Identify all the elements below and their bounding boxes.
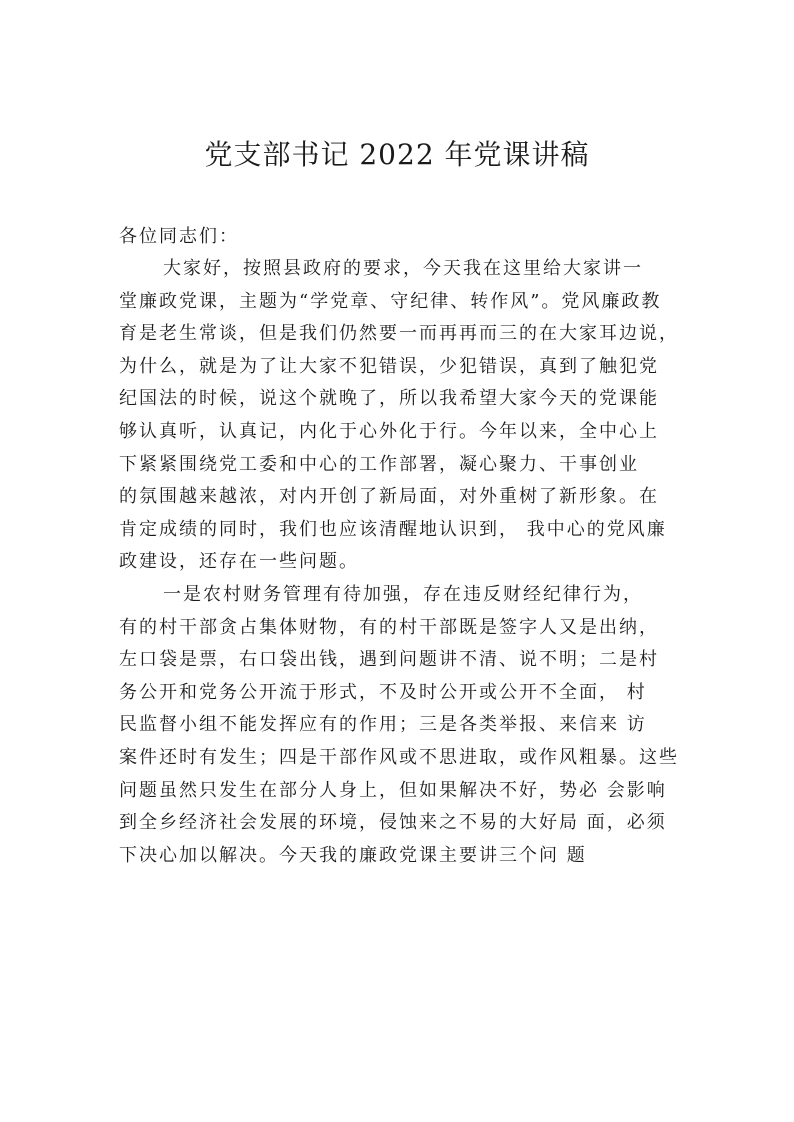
greeting: 各位同志们： <box>119 226 239 247</box>
text-line: 务公开和党务公开流于形式，不及时公开或公开不全面， 村 <box>119 681 647 703</box>
text-line: 够认真听，认真记，内化于心外化于行。今年以来，全中心上 <box>119 420 659 442</box>
document-title: 党支部书记 2022 年党课讲稿 <box>204 138 590 171</box>
text-line: 左口袋是票，右口袋出钱，遇到问题讲不清、说不明；二是村 <box>119 649 659 671</box>
text-line: 政建设，还存在一些问题。 <box>119 551 359 573</box>
text-line: 肯定成绩的同时，我们也应该清醒地认识到， 我中心的党风廉 <box>119 518 667 540</box>
paragraph-1 <box>119 253 699 579</box>
text-line: 问题虽然只发生在部分人身上，但如果解决不好，势必 会影响 <box>119 779 667 801</box>
text-line: 民监督小组不能发挥应有的作用；三是各类举报、来信来 访 <box>119 714 647 736</box>
text-line: 有的村干部贪占集体财物，有的村干部既是签字人又是出纳， <box>119 616 659 638</box>
text-line: 为什么，就是为了让大家不犯错误，少犯错误，真到了触犯党 <box>119 355 659 377</box>
text-line: 纪国法的时候，说这个就晚了，所以我希望大家今天的党课能 <box>119 388 659 410</box>
text-line: 下紧紧围绕党工委和中心的工作部署，凝心聚力、干事创业 <box>119 453 639 475</box>
paragraph-2 <box>119 579 699 872</box>
text-line: 下决心加以解决。今天我的廉政党课主要讲三个问 题 <box>119 844 587 866</box>
text-line: 大家好，按照县政府的要求，今天我在这里给大家讲一 <box>163 258 643 279</box>
text-line: 一是农村财务管理有待加强，存在违反财经纪律行为， <box>163 583 643 605</box>
text-line: 育是老生常谈，但是我们仍然要一而再再而三的在大家耳边说， <box>119 323 679 345</box>
text-line: 到全乡经济社会发展的环境，侵蚀来之不易的大好局 面，必须 <box>119 812 667 834</box>
document-body <box>119 253 699 872</box>
text-line: 堂廉政党课，主题为“学党章、守纪律、转作风”。党风廉政教 <box>119 290 662 312</box>
text-line: 的氛围越来越浓，对内开创了新局面，对外重树了新形象。在 <box>119 486 659 508</box>
text-line: 案件还时有发生；四是干部作风或不思进取，或作风粗暴。这些 <box>119 746 679 768</box>
